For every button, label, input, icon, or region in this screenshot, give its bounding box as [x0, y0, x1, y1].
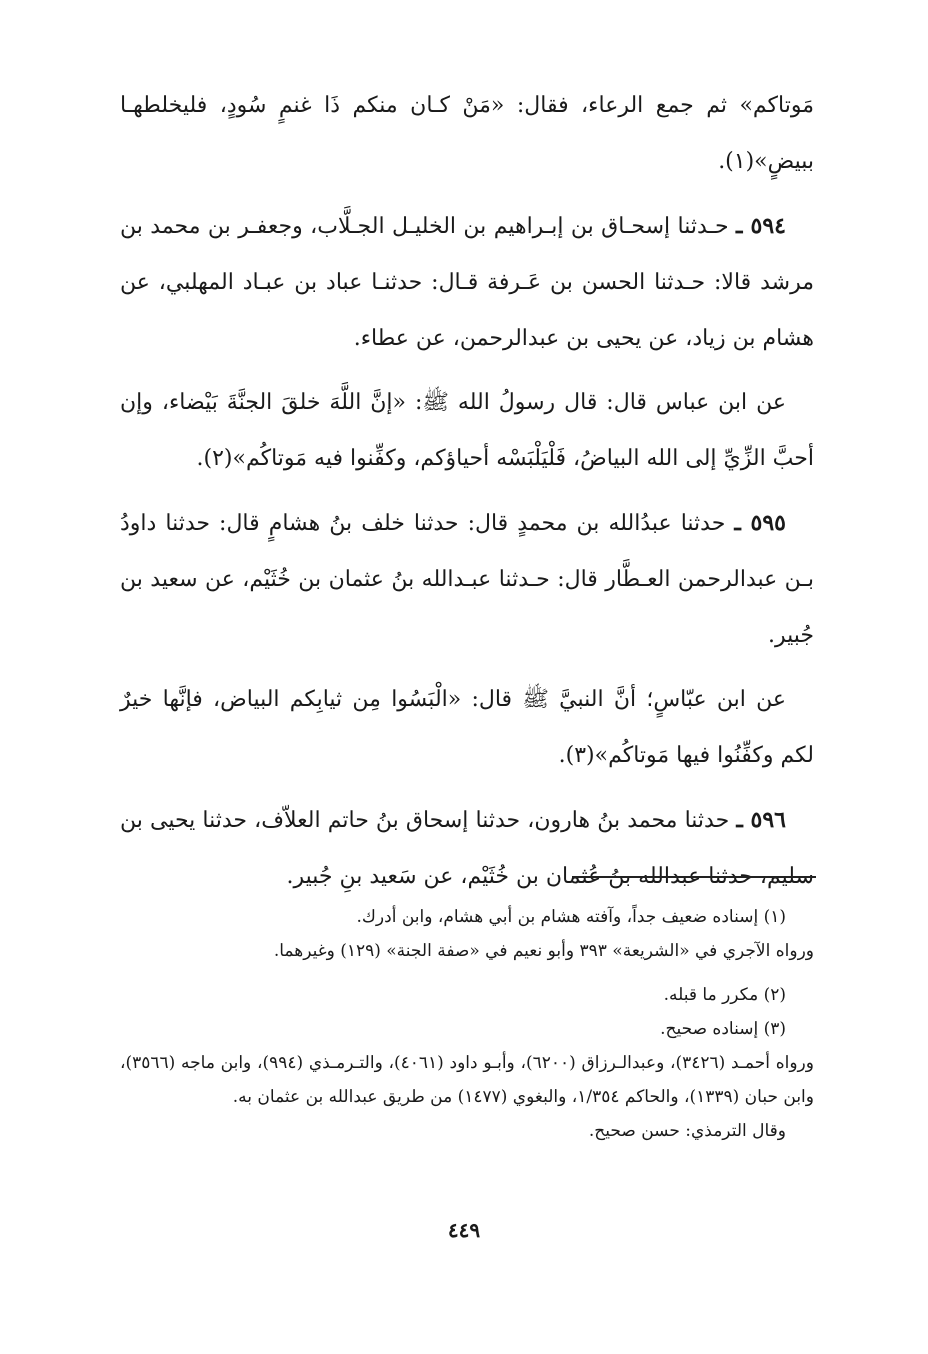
main-text — [120, 78, 814, 913]
hadith-number: ٥٩٦ ـ — [736, 807, 786, 833]
footnote-divider — [572, 876, 816, 878]
isnad-text: حدثنا محمد بنُ هارون، حدثنا إسحاق بنُ حاتم العلاّف، حدثنا يحيى بن سليم، حدثنا عبدالله بنُ عُثمان بن خُثَيْم، عن سَعيد بنِ جُبير. — [120, 808, 814, 889]
hadith-596-isnad — [120, 792, 814, 905]
isnad-text: حدثنا عبدُالله بن محمدٍ قال: حدثنا خلف بنُ هشامٍ قال: حدثنا داودُ بـن عبدالرحمن العـطَّار قال: حـدثنا عبـدالله بنُ عثمان بن خُثَيْم، عن سعيد بن جُبير. — [120, 511, 814, 648]
footnote-1: (١) إسناده ضعيف جداً، وآفته هشام بن أبي هشام، وابن أدرك. — [356, 907, 786, 927]
hadith-594-matn: عن ابن عباس قال: قال رسولُ الله ﷺ: «إنَّ اللَّهَ خلقَ الجنَّةَ بَيْضاء، وإن أحبَّ الزِّيِّ إلى الله البياضُ، فَلْيَلْبَسْه أحياؤكم، وكفِّنوا فيه مَوتاكُم»(٢). — [120, 390, 814, 471]
paragraph-continuation: مَوتاكم» ثم جمع الرعاء، فقال: «مَنْ كـان منكم ذَا غنمٍ سُودٍ، فليخلطهـا ببيضٍ»(١). — [120, 93, 814, 174]
footnote-2: (٢) مكرر ما قبله. — [663, 985, 786, 1005]
page-number: ٤٤٩ — [447, 1218, 481, 1242]
isnad-text: حـدثنا إسحـاق بن إبـراهيم بن الخليـل الجـلَّاب، وجعفـر بن محمد بن مرشد قالا: حـدثنا الحسن بن عَـرفة قـال: حدثنـا عباد بن عبـاد المهلبي، عن هشام بن زياد، عن يحيى بن عبدالرحمن، عن عطاء. — [120, 214, 814, 351]
footnotes — [120, 900, 814, 1148]
hadith-595-matn: عن ابن عبّاسٍ؛ أنَّ النبيَّ ﷺ قال: «الْبَسُوا مِن ثيابِكم البياض، فإنَّها خيرٌ لكم وكفِّنُوا فيها مَوتاكُم»(٣). — [120, 687, 814, 768]
footnote-3-continuation: ورواه أحمـد (٣٤٢٦)، وعبدالـرزاق (٦٢٠٠)، وأبـو داود (٤٠٦١)، والتـرمـذي (٩٩٤)، وابن ماجه (٣٥٦٦)، وابن حبان (١٣٣٩)، والحاكم ١/٣٥٤، والبغوي (١٤٧٧) من طريق عبدالله بن عثمان به. — [120, 1053, 814, 1107]
hadith-number: ٥٩٤ ـ — [736, 213, 786, 239]
hadith-595-isnad — [120, 495, 814, 664]
footnote-1-continuation: ورواه الآجري في «الشريعة» ٣٩٣ وأبو نعيم في «صفة الجنة» (١٢٩) وغيرهما. — [273, 941, 814, 961]
hadith-594-isnad — [120, 198, 814, 367]
footnote-3-tirmidhi: وقال الترمذي: حسن صحيح. — [588, 1121, 786, 1141]
footnote-3: (٣) إسناده صحيح. — [660, 1019, 786, 1039]
hadith-number: ٥٩٥ ـ — [734, 510, 786, 536]
